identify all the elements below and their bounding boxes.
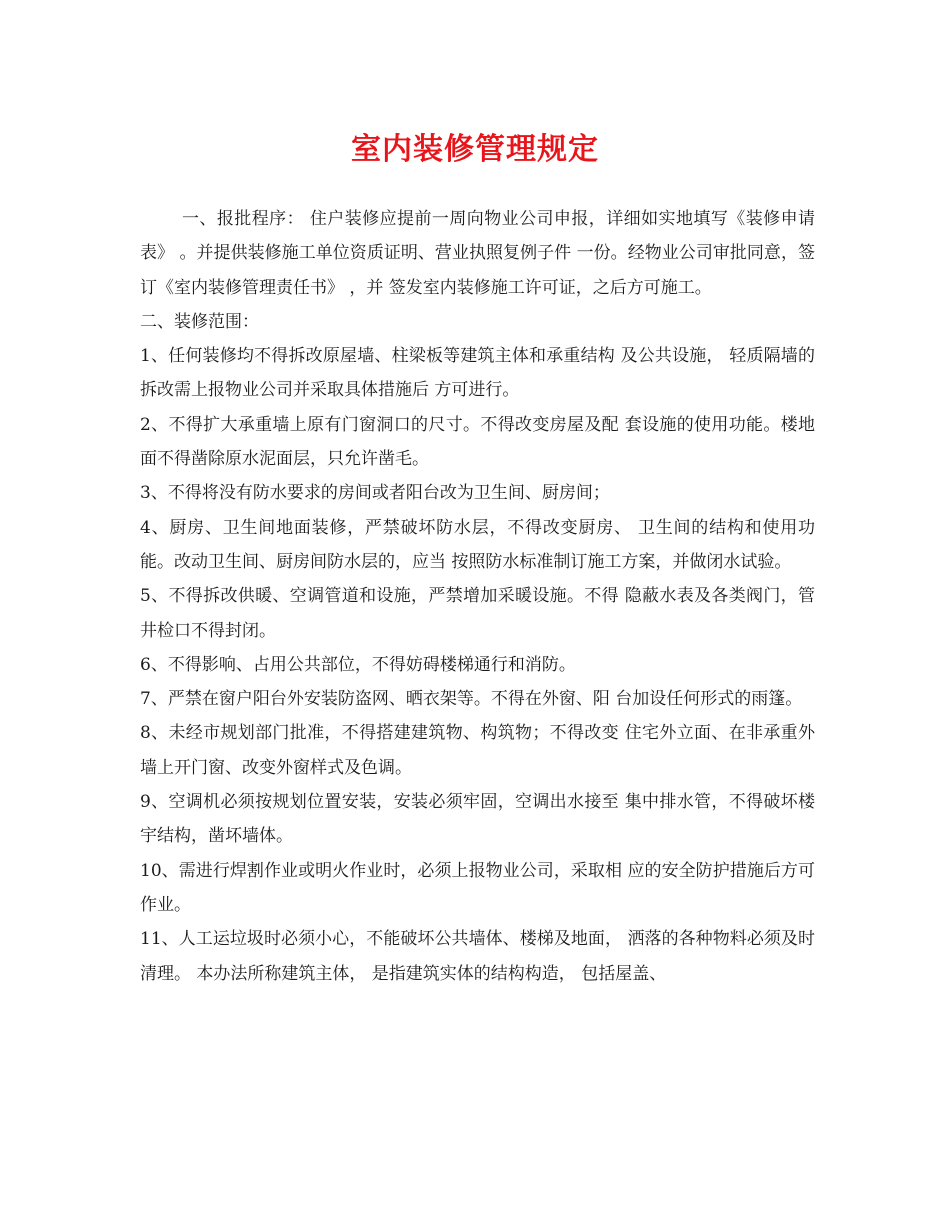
rule-item-4: 4、厨房、卫生间地面装修，严禁破坏防水层，不得改变厨房、 卫生间的结构和使用功能。改动卫生间、厨房间防水层的，应当 按照防水标准制订施工方案，并做闭水试验。 [140,517,815,572]
rule-item-11: 11、人工运垃圾时必须小心，不能破坏公共墙体、楼梯及地面， 洒落的各种物料必须及时清理。 本办法所称建筑主体， 是指建筑实体的结构构造， 包括屋盖、 [140,929,815,984]
rule-item-6: 6、不得影响、占用公共部位，不得妨碍楼梯通行和消防。 [140,654,576,675]
rule-item-1: 1、任何装修均不得拆改原屋墙、柱梁板等建筑主体和承重结构 及公共设施， 轻质隔墙的拆改需上报物业公司并采取具体措施后 方可进行。 [140,346,815,401]
rule-item-9: 9、空调机必须按规划位置安装，安装必须牢固，空调出水接至 集中排水管，不得破坏楼宇结构，凿坏墙体。 [140,792,815,847]
rule-item-5: 5、不得拆改供暖、空调管道和设施，严禁增加采暖设施。不得 隐蔽水表及各类阀门，管井检口不得封闭。 [140,586,815,641]
rule-item-7: 7、严禁在窗户阳台外安装防盗网、晒衣架等。不得在外窗、阳 台加设任何形式的雨篷。 [140,689,803,710]
document-body [140,202,815,991]
rule-item-8: 8、未经市规划部门批准，不得搭建建筑物、构筑物；不得改变 住宅外立面、在非承重外墙上开门窗、改变外窗样式及色调。 [140,723,815,778]
paragraph-approval-procedure: 一、报批程序： 住户装修应提前一周向物业公司申报，详细如实地填写《装修申请表》 。并提供装修施工单位资质证明、营业执照复例子件 一份。经物业公司审批同意，签订《室内装修管理责任书》 ，并 签发室内装修施工许可证，之后方可施工。 [140,209,815,298]
rule-item-3: 3、不得将没有防水要求的房间或者阳台改为卫生间、厨房间； [140,483,610,504]
rule-item-10: 10、需进行焊割作业或明火作业时，必须上报物业公司，采取相 应的安全防护措施后方可作业。 [140,860,815,915]
document-title: 室内装修管理规定 [351,132,599,167]
section-heading-scope: 二、装修范围： [140,311,259,332]
rule-item-2: 2、不得扩大承重墙上原有门窗洞口的尺寸。不得改变房屋及配 套设施的使用功能。楼地面不得凿除原水泥面层，只允许凿毛。 [140,414,815,470]
